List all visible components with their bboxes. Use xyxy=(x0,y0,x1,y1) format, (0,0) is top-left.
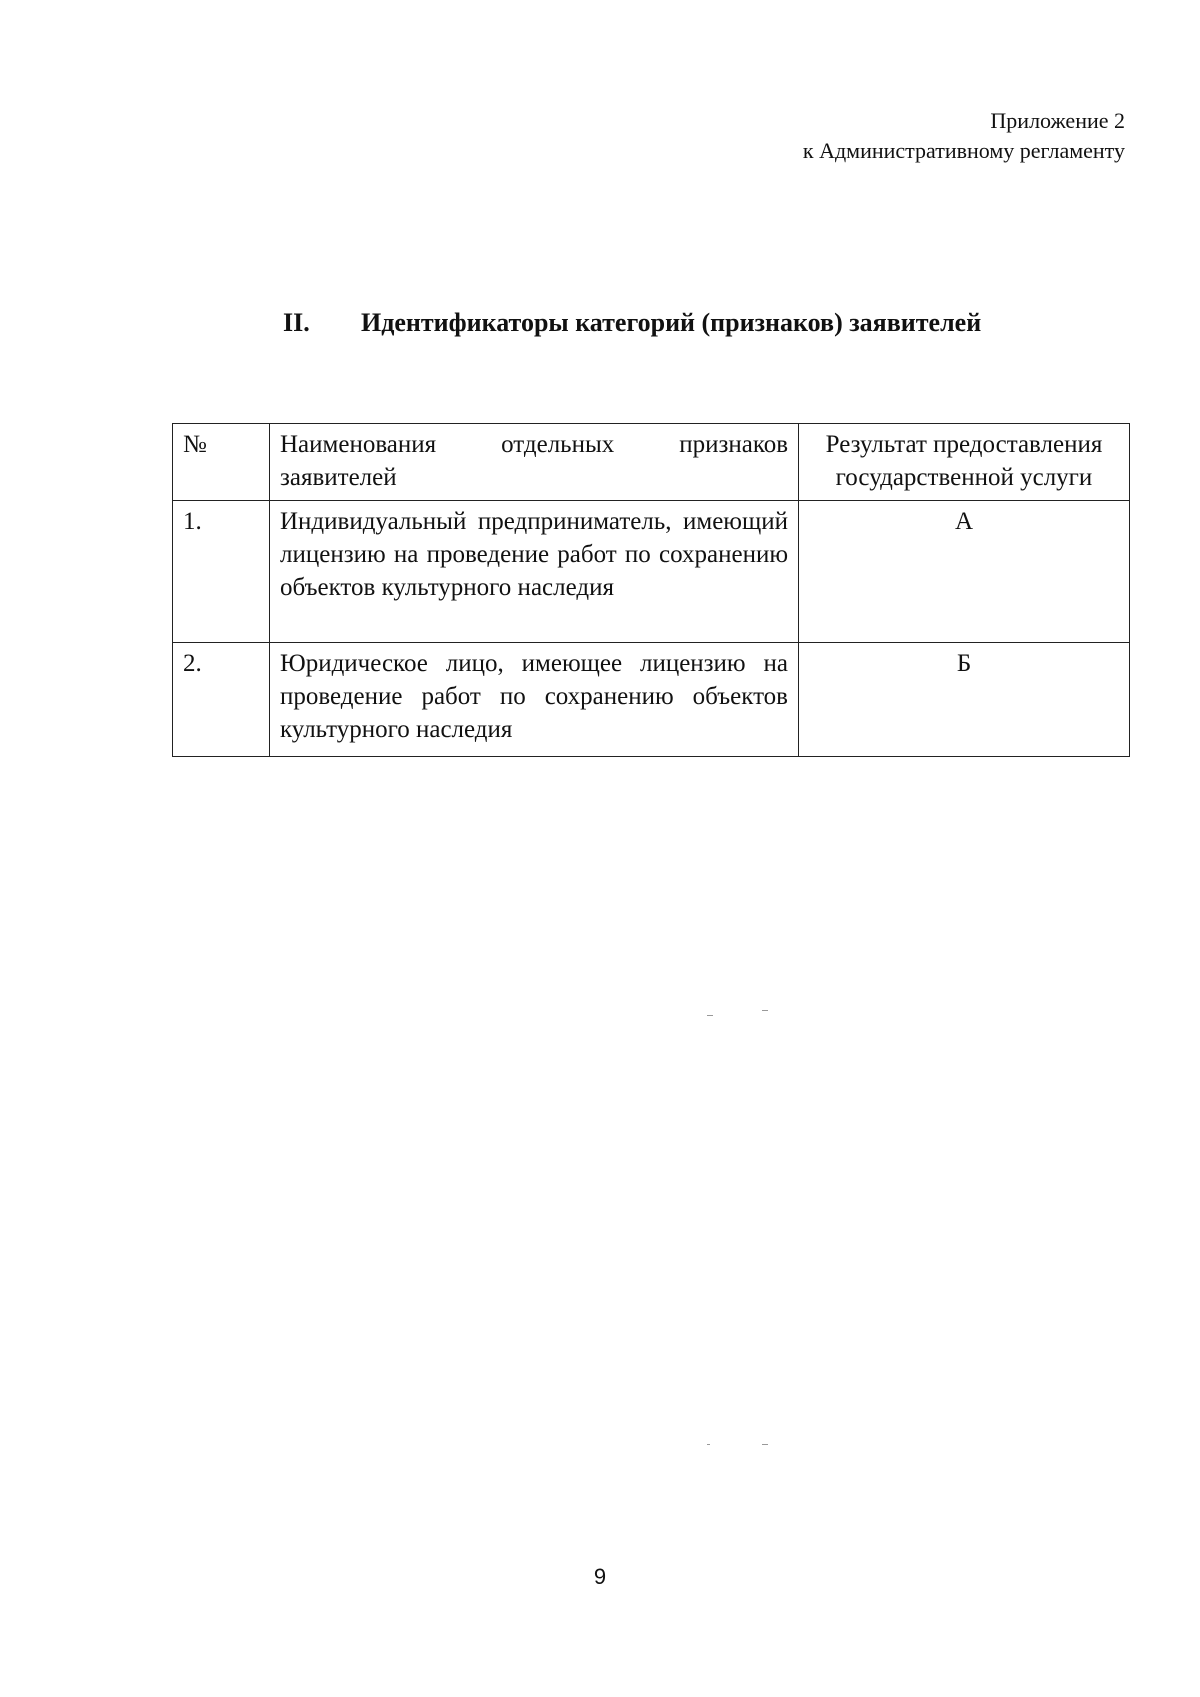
section-number: II. xyxy=(283,308,310,337)
page-number: 9 xyxy=(593,1564,607,1589)
row-result-cell: А xyxy=(799,501,1130,643)
section-heading xyxy=(283,308,981,338)
table-header-row xyxy=(173,424,1130,501)
appendix-note xyxy=(803,106,1125,166)
table-row xyxy=(173,501,1130,643)
appendix-number: Приложение 2 xyxy=(990,108,1125,133)
row-number-cell: 2. xyxy=(173,643,270,757)
row-name-cell: Юридическое лицо, имеющее лицензию на проведение работ по сохранению объектов культурного наследия xyxy=(270,643,799,757)
section-title: Идентификаторы категорий (признаков) заявителей xyxy=(361,308,982,337)
scan-artifact xyxy=(762,1444,768,1445)
applicant-categories-table xyxy=(172,423,1130,757)
row-number-cell: 1. xyxy=(173,501,270,643)
appendix-reference: к Административному регламенту xyxy=(802,138,1125,163)
header-cell-name: Наименования отдельных признаков заявителей xyxy=(270,424,799,501)
row-result-cell: Б xyxy=(799,643,1130,757)
table-row xyxy=(173,643,1130,757)
scan-artifact xyxy=(707,1015,713,1016)
header-cell-result: Результат предоставления государственной услуги xyxy=(799,424,1130,501)
row-name-cell: Индивидуальный предприниматель, имеющий лицензию на проведение работ по сохранению объектов культурного наследия xyxy=(270,501,799,643)
scan-artifact xyxy=(762,1010,768,1011)
header-cell-num: № xyxy=(173,424,270,501)
scan-artifact xyxy=(707,1444,710,1445)
